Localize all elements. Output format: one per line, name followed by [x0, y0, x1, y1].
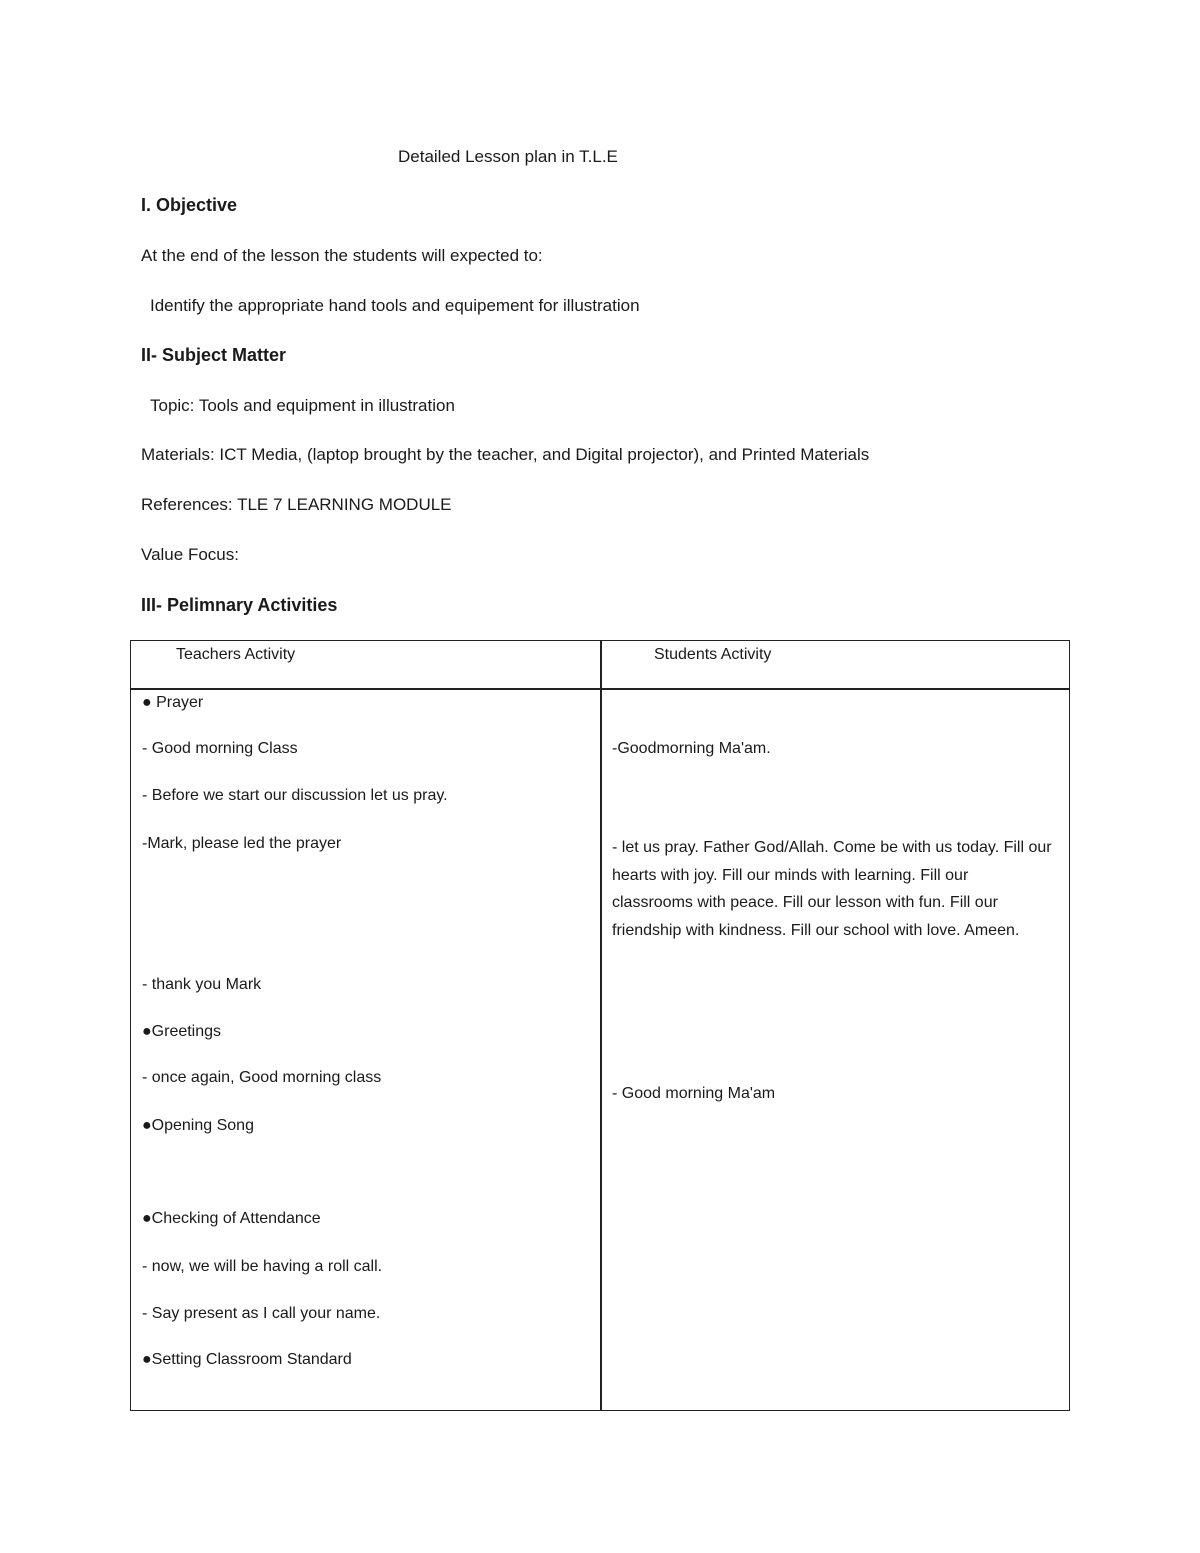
topic-line: Topic: Tools and equipment in illustration	[150, 396, 455, 415]
value-focus-line: Value Focus:	[141, 545, 239, 564]
teacher-thank-you: - thank you Mark	[142, 976, 262, 993]
header-divider	[131, 688, 1069, 690]
materials-line: Materials: ICT Media, (laptop brought by the teacher, and Digital projector), and Printed Materials	[141, 445, 870, 464]
student-good-morning-again: - Good morning Ma'am	[612, 1085, 776, 1102]
teacher-classroom-standard: ●Setting Classroom Standard	[142, 1351, 352, 1368]
teacher-before-start: - Before we start our discussion let us pray.	[142, 787, 448, 804]
header-students-activity: Students Activity	[654, 646, 772, 663]
teacher-good-morning: - Good morning Class	[142, 740, 298, 757]
objective-heading: I. Objective	[141, 195, 238, 215]
teacher-roll-call: - now, we will be having a roll call.	[142, 1258, 383, 1275]
document-title: Detailed Lesson plan in T.L.E	[398, 147, 618, 166]
subject-matter-heading: II- Subject Matter	[141, 345, 287, 365]
header-teachers-activity: Teachers Activity	[176, 646, 296, 663]
teacher-say-present: - Say present as I call your name.	[142, 1305, 381, 1322]
objective-item: Identify the appropriate hand tools and equipement for illustration	[150, 296, 640, 315]
teacher-opening-song: ●Opening Song	[142, 1117, 254, 1134]
objective-intro: At the end of the lesson the students will expected to:	[141, 246, 543, 265]
teacher-greetings: ●Greetings	[142, 1023, 222, 1040]
teacher-attendance: ●Checking of Attendance	[142, 1210, 321, 1227]
teacher-once-again: - once again, Good morning class	[142, 1069, 382, 1086]
teacher-mark-prayer: -Mark, please led the prayer	[142, 835, 342, 852]
teacher-prayer: ● Prayer	[142, 694, 204, 711]
column-divider	[600, 641, 602, 1410]
activities-heading: III- Pelimnary Activities	[141, 595, 338, 615]
activities-table	[130, 640, 1070, 1411]
references-line: References: TLE 7 LEARNING MODULE	[141, 495, 452, 514]
student-prayer: - let us pray. Father God/Allah. Come be with us today. Fill our hearts with joy. Fill our minds with learning. Fill our classrooms with peace. Fill our lesson with fun. Fill our friendship with kindness. Fill our school with love. Ameen.	[612, 839, 1052, 939]
student-good-morning: -Goodmorning Ma'am.	[612, 740, 771, 757]
